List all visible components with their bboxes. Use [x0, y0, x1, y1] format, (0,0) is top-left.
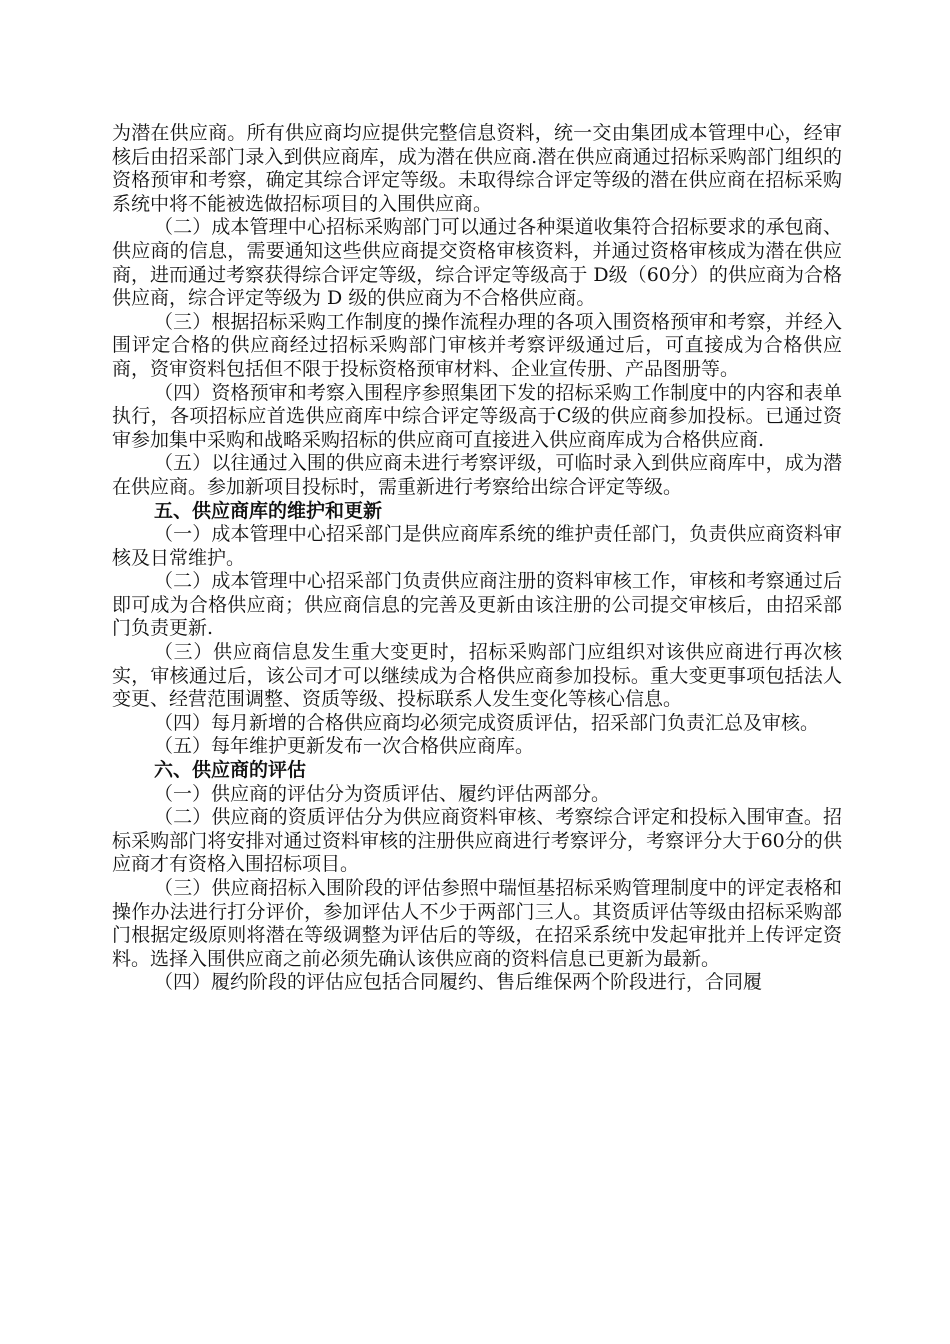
paragraph-4-5: （五）以往通过入围的供应商未进行考察评级，可临时录入到供应商库中，成为潜在供应商。参加新项目投标时，需重新进行考察给出综合评定等级。	[112, 452, 842, 498]
paragraph-6-3: （三）供应商招标入围阶段的评估参照中瑞恒基招标采购管理制度中的评定表格和操作办法进行打分评价，参加评估人不少于两部门三人。其资质评估等级由招标采购部门根据定级原则将潜在等级调整为评估后的等级，在招采系统中发起审批并上传评定资料。选择入围供应商之前必须先确认该供应商的资料信息已更新为最新。	[112, 877, 842, 970]
paragraph-6-4: （四）履约阶段的评估应包括合同履约、售后维保两个阶段进行，合同履	[154, 971, 763, 994]
paragraph-5-2: （二）成本管理中心招采部门负责供应商注册的资料审核工作，审核和考察通过后即可成为合格供应商；供应商信息的完善及更新由该注册的公司提交审核后，由招采部门负责更新.	[112, 570, 842, 640]
paragraph-4-2: （二）成本管理中心招标采购部门可以通过各种渠道收集符合招标要求的承包商、供应商的信息，需要通知这些供应商提交资格审核资料，并通过资格审核成为潜在供应商，进而通过考察获得综合评定等级，综合评定等级高于 D级（60分）的供应商为合格供应商，综合评定等级为 D 级的供应商为不合格供应商。	[112, 216, 842, 310]
document-page	[112, 122, 842, 995]
paragraph-5-1: （一）成本管理中心招采部门是供应商库系统的维护责任部门，负责供应商资料审核及日常维护。	[112, 523, 842, 569]
section-heading-6: 六、供应商的评估	[154, 759, 307, 782]
section-heading-5: 五、供应商库的维护和更新	[154, 499, 383, 522]
paragraph-5-4: （四）每月新增的合格供应商均必须完成资质评估，招采部门负责汇总及审核。	[154, 711, 820, 734]
paragraph-6-2: （二）供应商的资质评估分为供应商资料审核、考察综合评定和投标入围审查。招标采购部门将安排对通过资料审核的注册供应商进行考察评分，考察评分大于60分的供应商才有资格入围招标项目。	[112, 806, 842, 876]
paragraph-6-1: （一）供应商的评估分为资质评估、履约评估两部分。	[154, 782, 611, 805]
paragraph-潜在供应商-continued: 为潜在供应商。所有供应商均应提供完整信息资料，统一交由集团成本管理中心，经审核后由招采部门录入到供应商库，成为潜在供应商.潜在供应商通过招标采购部门组织的资格预审和考察，确定其综合评定等级。未取得综合评定等级的潜在供应商在招标采购系统中将不能被选做招标项目的入围供应商。	[112, 122, 842, 215]
paragraph-4-3: （三）根据招标采购工作制度的操作流程办理的各项入围资格预审和考察，并经入围评定合格的供应商经过招标采购部门审核并考察评级通过后，可直接成为合格供应商，资审资料包括但不限于投标资格预审材料、企业宣传册、产品图册等。	[112, 310, 842, 380]
paragraph-5-5: （五）每年维护更新发布一次合格供应商库。	[154, 735, 535, 758]
paragraph-5-3: （三）供应商信息发生重大变更时，招标采购部门应组织对该供应商进行再次核实，审核通过后，该公司才可以继续成为合格供应商参加投标。重大变更事项包括法人变更、经营范围调整、资质等级、投标联系人发生变化等核心信息。	[112, 641, 842, 711]
paragraph-4-4: （四）资格预审和考察入围程序参照集团下发的招标采购工作制度中的内容和表单执行，各项招标应首选供应商库中综合评定等级高于C级的供应商参加投标。已通过资审参加集中采购和战略采购招标的供应商可直接进入供应商库成为合格供应商.	[112, 381, 842, 451]
